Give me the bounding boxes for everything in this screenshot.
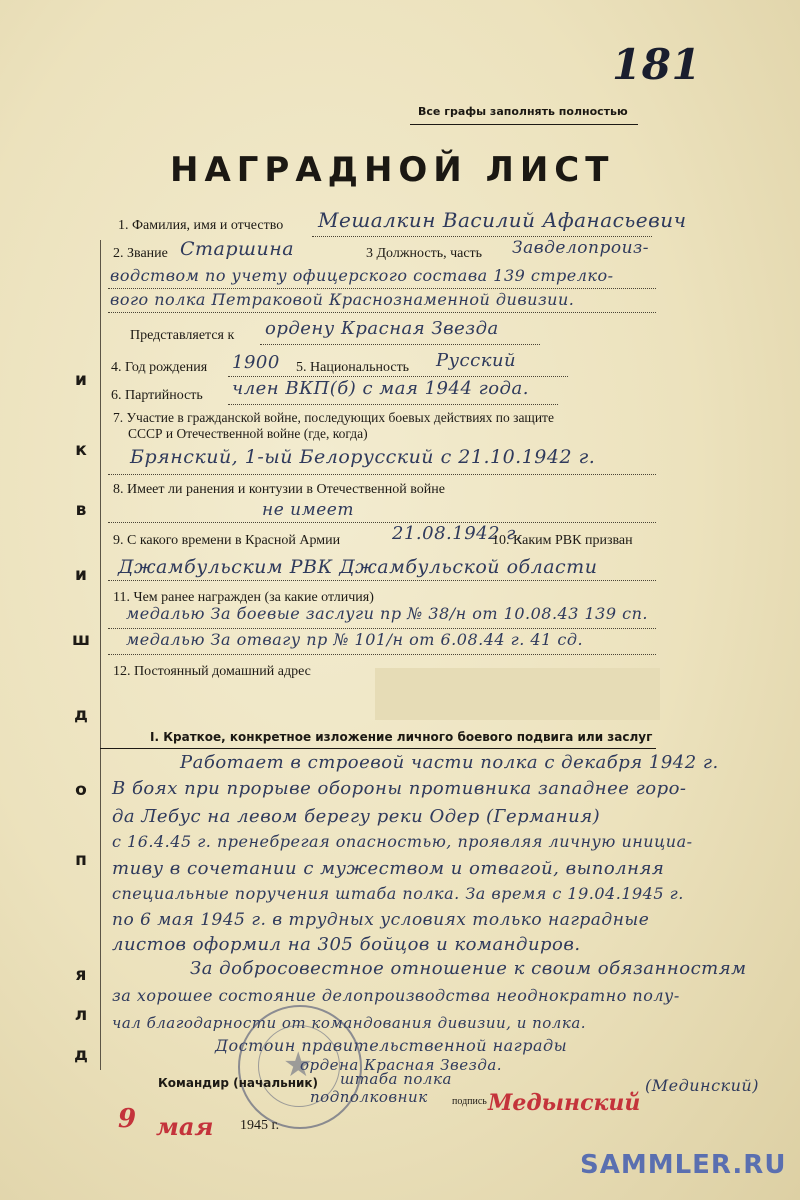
commander-rank: подполковник — [310, 1088, 428, 1106]
side-letter: я — [75, 965, 87, 985]
address-label: 12. Постоянный домашний адрес — [113, 664, 311, 679]
rvk-value: Джамбульским РВК Джамбульской области — [118, 556, 598, 578]
presented-label: Представляется к — [130, 328, 235, 343]
watermark: SAMMLER.RU — [580, 1150, 787, 1180]
awards-line-2 — [108, 654, 656, 655]
awards-line-1 — [108, 628, 656, 629]
war-label-2: СССР и Отечественной войне (где, когда) — [128, 426, 368, 441]
side-letter: д — [74, 705, 88, 725]
narrative-line: Достоин правительственной награды — [215, 1036, 568, 1055]
position-line-2 — [108, 288, 656, 289]
red-signature: Медынский — [488, 1090, 641, 1116]
war-value: Брянский, 1-ый Белорусский с 21.10.1942 г. — [130, 446, 596, 468]
narrative-line: ордена Красная Звезда. — [300, 1056, 503, 1074]
awards-value-2: медалью За отвагу пр № 101/н от 6.08.44 г. 41 сд. — [126, 630, 584, 649]
position-value-1: Завделопроиз- — [512, 238, 650, 258]
party-line — [228, 404, 558, 405]
archive-number: 181 — [612, 40, 702, 89]
army-since-value: 21.08.1942 г. — [392, 523, 523, 544]
rvk-label: 10. Каким РВК призван — [492, 533, 633, 548]
narrative-line: за хорошее состояние делопроизводства неоднократно полу- — [112, 986, 680, 1005]
side-letter: л — [74, 1005, 88, 1025]
birth-line — [228, 376, 568, 377]
narrative-line: специальные поручения штаба полка. За время с 19.04.1945 г. — [112, 884, 684, 903]
page-title: НАГРАДНОЙ ЛИСТ — [170, 150, 615, 190]
signature-label: подпись — [452, 1096, 487, 1107]
name-value: Мешалкин Василий Афанасьевич — [318, 208, 687, 232]
wounds-line — [108, 522, 656, 523]
side-letter: ш — [71, 630, 91, 650]
header-underline — [410, 124, 638, 125]
header-note: Все графы заполнять полностью — [418, 105, 628, 118]
position-label: 3 Должность, часть — [366, 246, 483, 261]
date-year: 1945 г. — [240, 1118, 280, 1133]
side-letter: о — [75, 780, 87, 800]
side-letter: п — [75, 850, 87, 870]
signature-name: (Мединский) — [645, 1076, 759, 1095]
name-label: 1. Фамилия, имя и отчество — [118, 218, 284, 233]
stamp-star-icon: ★ — [283, 1045, 314, 1085]
war-label-1: 7. Участие в гражданской войне, последующих боевых действиях по защите — [113, 410, 554, 425]
rvk-line — [108, 580, 656, 581]
wounds-value: не имеет — [262, 500, 354, 520]
narrative-line: тиву в сочетании с мужеством и отвагой, выполняя — [112, 858, 665, 879]
rank-label: 2. Звание — [113, 246, 168, 261]
narrative-line: по 6 мая 1945 г. в трудных условиях только наградные — [112, 910, 650, 930]
party-label: 6. Партийность — [111, 388, 203, 403]
section-line — [100, 748, 656, 749]
awards-label: 11. Чем ранее награжден (за какие отличия) — [113, 590, 374, 605]
commander-value: штаба полка — [340, 1070, 452, 1088]
narrative-line: с 16.4.45 г. пренебрегая опасностью, проявляя личную инициа- — [112, 832, 693, 851]
narrative-line: За добросовестное отношение к своим обязанностям — [190, 958, 747, 979]
narrative-line: да Лебус на левом берегу реки Одер (Германия) — [112, 806, 601, 827]
nationality-value: Русский — [436, 350, 517, 371]
side-letter: и — [75, 370, 87, 390]
date-month: мая — [156, 1112, 214, 1141]
side-letter: д — [74, 1045, 88, 1065]
name-line — [312, 236, 652, 237]
redacted-area — [375, 668, 660, 720]
side-letter: в — [75, 500, 87, 520]
date-day: 9 — [118, 1104, 137, 1134]
fold-line — [100, 240, 101, 1070]
position-value-3: вого полка Петраковой Краснознаменной дивизии. — [110, 290, 575, 309]
section-header: I. Краткое, конкретное изложение личного боевого подвига или заслуг — [150, 730, 653, 744]
army-since-label: 9. С какого времени в Красной Армии — [113, 533, 341, 548]
side-text — [62, 150, 100, 1070]
presented-line — [260, 344, 540, 345]
position-line-3 — [108, 312, 656, 313]
narrative-line: В боях при прорыве обороны противника западнее горо- — [112, 778, 687, 799]
rank-value: Старшина — [180, 238, 295, 260]
awards-value-1: медалью За боевые заслуги пр № 38/н от 10.08.43 139 сп. — [126, 604, 648, 623]
side-letter: и — [75, 565, 87, 585]
position-value-2: водством по учету офицерского состава 139 стрелко- — [110, 266, 614, 285]
party-value: член ВКП(б) с мая 1944 года. — [232, 378, 529, 399]
nationality-label: 5. Национальность — [296, 360, 410, 375]
narrative-line: Работает в строевой части полка с декабря 1942 г. — [180, 752, 719, 773]
side-letter: к — [75, 440, 87, 460]
birth-label: 4. Год рождения — [111, 360, 208, 375]
narrative-line: чал благодарности от командования дивизии, и полка. — [112, 1014, 587, 1032]
birth-value: 1900 — [232, 352, 280, 373]
presented-value: ордену Красная Звезда — [265, 318, 499, 339]
commander-label: Командир (начальник) — [158, 1076, 319, 1090]
wounds-label: 8. Имеет ли ранения и контузии в Отечественной войне — [113, 482, 445, 497]
narrative-line: листов оформил на 305 бойцов и командиров. — [112, 934, 581, 955]
war-line — [108, 474, 656, 475]
